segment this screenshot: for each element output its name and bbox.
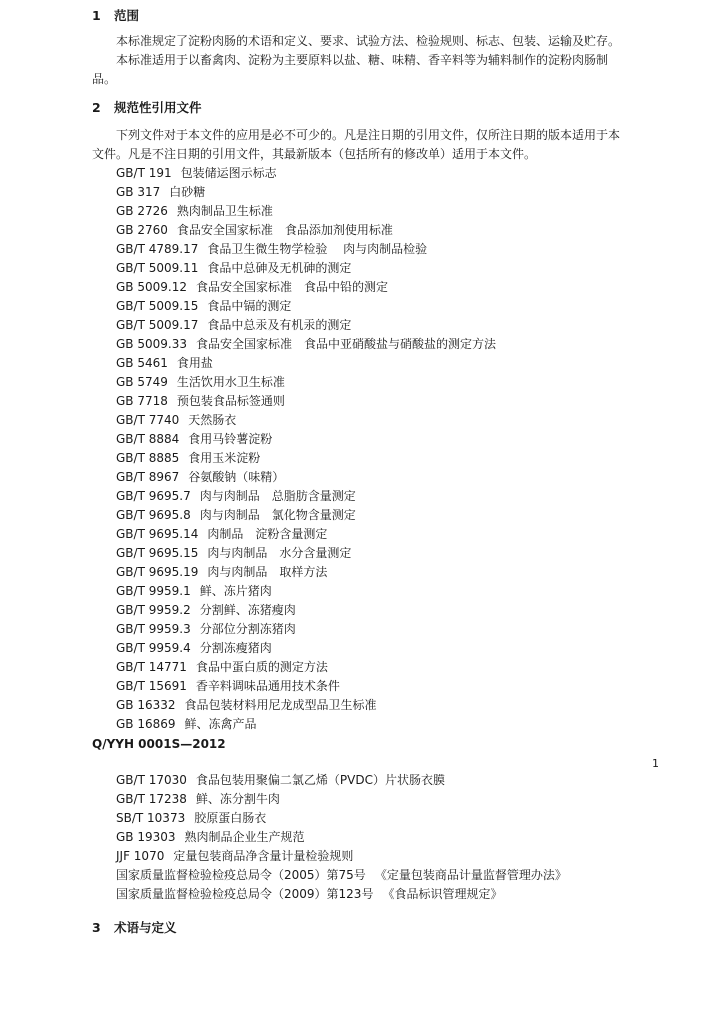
- reference-item: [116, 242, 427, 257]
- page-number: 1: [652, 757, 659, 770]
- reference-title: 食品中总砷及无机砷的测定: [207, 261, 352, 275]
- section-title: 术语与定义: [114, 920, 177, 935]
- reference-code: GB/T 7740: [116, 413, 180, 427]
- reference-item: [116, 280, 388, 295]
- reference-item: [116, 204, 273, 219]
- reference-title: 食用玉米淀粉: [188, 451, 261, 465]
- reference-code: GB 16869: [116, 717, 176, 731]
- reference-title: 食品安全国家标准 食品添加剂使用标准: [176, 223, 393, 237]
- reference-code: GB/T 5009.11: [116, 261, 199, 275]
- reference-item: [116, 318, 351, 333]
- reference-item: [116, 717, 257, 732]
- section-3-heading: [92, 920, 177, 935]
- reference-title: 食品包装材料用尼龙成型品卫生标准: [184, 698, 377, 712]
- reference-title: 食用马铃薯淀粉: [188, 432, 273, 446]
- reference-code: GB/T 5009.15: [116, 299, 199, 313]
- reference-item: [116, 451, 260, 466]
- reference-code: GB/T 9959.1: [116, 584, 191, 598]
- reference-code: GB 5749: [116, 375, 168, 389]
- reference-title: 生活饮用水卫生标准: [176, 375, 285, 389]
- reference-title: 包装储运图示标志: [180, 166, 277, 180]
- reference-title: 肉与肉制品 氯化物含量测定: [199, 508, 356, 522]
- section-number: 2: [92, 100, 101, 115]
- reference-item: [116, 698, 377, 713]
- reference-item: [116, 641, 272, 656]
- reference-title: 鲜、冻片猪肉: [199, 584, 272, 598]
- reference-code: GB 16332: [116, 698, 176, 712]
- reference-item: [116, 584, 272, 599]
- reference-title: 食品中总汞及有机汞的测定: [207, 318, 352, 332]
- reference-item: [116, 527, 327, 542]
- reference-item: [116, 811, 266, 826]
- reference-title: 预包装食品标签通则: [176, 394, 285, 408]
- reference-code: GB/T 4789.17: [116, 242, 199, 256]
- reference-title: 香辛料调味品通用技术条件: [195, 679, 340, 693]
- reference-code: GB/T 9695.14: [116, 527, 199, 541]
- reference-code: GB/T 8967: [116, 470, 180, 484]
- reference-code: GB 5461: [116, 356, 168, 370]
- paragraph: 本标准规定了淀粉肉肠的术语和定义、要求、试验方法、检验规则、标志、包装、运输及贮存。: [116, 34, 621, 48]
- reference-code: GB/T 8884: [116, 432, 180, 446]
- reference-item: [116, 622, 296, 637]
- paragraph: 品。: [92, 72, 117, 86]
- reference-title: 食用盐: [176, 356, 213, 370]
- reference-code: 国家质量监督检验检疫总局令（2009）第123号: [116, 887, 374, 901]
- reference-item: [116, 887, 502, 902]
- reference-code: GB/T 9695.8: [116, 508, 191, 522]
- reference-item: [116, 792, 280, 807]
- reference-title: 食品中蛋白质的测定方法: [195, 660, 328, 674]
- reference-item: [116, 299, 291, 314]
- reference-item: [116, 773, 445, 788]
- reference-title: 食品卫生微生物学检验 肉与肉制品检验: [207, 242, 428, 256]
- reference-title: 定量包装商品净含量计量检验规则: [173, 849, 354, 863]
- paragraph: 下列文件对于本文件的应用是必不可少的。凡是注日期的引用文件，仅所注日期的版本适用于本: [116, 128, 621, 142]
- reference-item: [116, 868, 567, 883]
- reference-code: GB/T 9959.3: [116, 622, 191, 636]
- reference-title: 食品安全国家标准 食品中亚硝酸盐与硝酸盐的测定方法: [195, 337, 496, 351]
- reference-item: [116, 546, 351, 561]
- reference-item: [116, 185, 205, 200]
- reference-title: 谷氨酸钠（味精）: [188, 470, 285, 484]
- reference-code: GB 317: [116, 185, 161, 199]
- reference-title: 鲜、冻禽产品: [184, 717, 257, 731]
- reference-title: 鲜、冻分割牛肉: [195, 792, 280, 806]
- reference-code: GB/T 5009.17: [116, 318, 199, 332]
- reference-title: 肉与肉制品 总脂肪含量测定: [199, 489, 356, 503]
- reference-title: 《食品标识管理规定》: [382, 887, 503, 901]
- reference-code: GB/T 15691: [116, 679, 187, 693]
- reference-code: GB 5009.33: [116, 337, 187, 351]
- reference-item: [116, 679, 340, 694]
- reference-item: [116, 356, 213, 371]
- reference-item: [116, 337, 496, 352]
- reference-code: GB/T 9695.15: [116, 546, 199, 560]
- section-2-heading: [92, 100, 202, 115]
- reference-title: 熟肉制品企业生产规范: [184, 830, 305, 844]
- reference-item: [116, 660, 328, 675]
- reference-item: [116, 261, 351, 276]
- reference-title: 食品包装用聚偏二氯乙烯（PVDC）片状肠衣膜: [195, 773, 445, 787]
- reference-item: [116, 489, 356, 504]
- reference-code: GB/T 191: [116, 166, 172, 180]
- section-title: 规范性引用文件: [114, 100, 202, 115]
- reference-code: SB/T 10373: [116, 811, 186, 825]
- reference-code: GB 5009.12: [116, 280, 187, 294]
- section-number: 1: [92, 8, 101, 23]
- reference-title: 分部位分割冻猪肉: [199, 622, 296, 636]
- reference-code: GB/T 17238: [116, 792, 187, 806]
- reference-code: GB 2760: [116, 223, 168, 237]
- reference-title: 天然肠衣: [188, 413, 237, 427]
- reference-title: 分割鲜、冻猪瘦肉: [199, 603, 296, 617]
- reference-title: 白砂糖: [169, 185, 206, 199]
- reference-item: [116, 166, 277, 181]
- reference-title: 肉与肉制品 取样方法: [207, 565, 328, 579]
- reference-title: 肉制品 淀粉含量测定: [207, 527, 328, 541]
- reference-code: GB/T 9959.2: [116, 603, 191, 617]
- reference-code: GB/T 17030: [116, 773, 187, 787]
- reference-code: GB 19303: [116, 830, 176, 844]
- reference-title: 胶原蛋白肠衣: [194, 811, 267, 825]
- reference-item: [116, 432, 272, 447]
- reference-item: [116, 830, 305, 845]
- reference-item: [116, 413, 236, 428]
- reference-item: [116, 565, 327, 580]
- reference-title: 《定量包装商品计量监督管理办法》: [374, 868, 567, 882]
- reference-title: 肉与肉制品 水分含量测定: [207, 546, 352, 560]
- reference-code: GB/T 14771: [116, 660, 187, 674]
- document-number: Q/YYH 0001S—2012: [92, 737, 226, 751]
- section-1-heading: [92, 8, 139, 23]
- reference-title: 食品中镉的测定: [207, 299, 292, 313]
- reference-item: [116, 849, 353, 864]
- reference-item: [116, 470, 284, 485]
- reference-item: [116, 603, 296, 618]
- reference-item: [116, 508, 356, 523]
- section-number: 3: [92, 920, 101, 935]
- reference-code: GB 2726: [116, 204, 168, 218]
- reference-title: 熟肉制品卫生标准: [176, 204, 273, 218]
- reference-code: GB/T 8885: [116, 451, 180, 465]
- reference-code: GB/T 9695.19: [116, 565, 199, 579]
- reference-item: [116, 394, 285, 409]
- reference-code: GB 7718: [116, 394, 168, 408]
- reference-code: GB/T 9959.4: [116, 641, 191, 655]
- reference-code: 国家质量监督检验检疫总局令（2005）第75号: [116, 868, 366, 882]
- reference-item: [116, 223, 393, 238]
- section-title: 范围: [114, 8, 140, 23]
- paragraph: 本标准适用于以畜禽肉、淀粉为主要原料以盐、糖、味精、香辛料等为辅料制作的淀粉肉肠制: [116, 53, 609, 67]
- reference-item: [116, 375, 285, 390]
- reference-code: GB/T 9695.7: [116, 489, 191, 503]
- paragraph: 文件。凡是不注日期的引用文件，其最新版本（包括所有的修改单）适用于本文件。: [92, 147, 537, 161]
- reference-title: 食品安全国家标准 食品中铅的测定: [195, 280, 388, 294]
- reference-title: 分割冻瘦猪肉: [199, 641, 272, 655]
- reference-code: JJF 1070: [116, 849, 165, 863]
